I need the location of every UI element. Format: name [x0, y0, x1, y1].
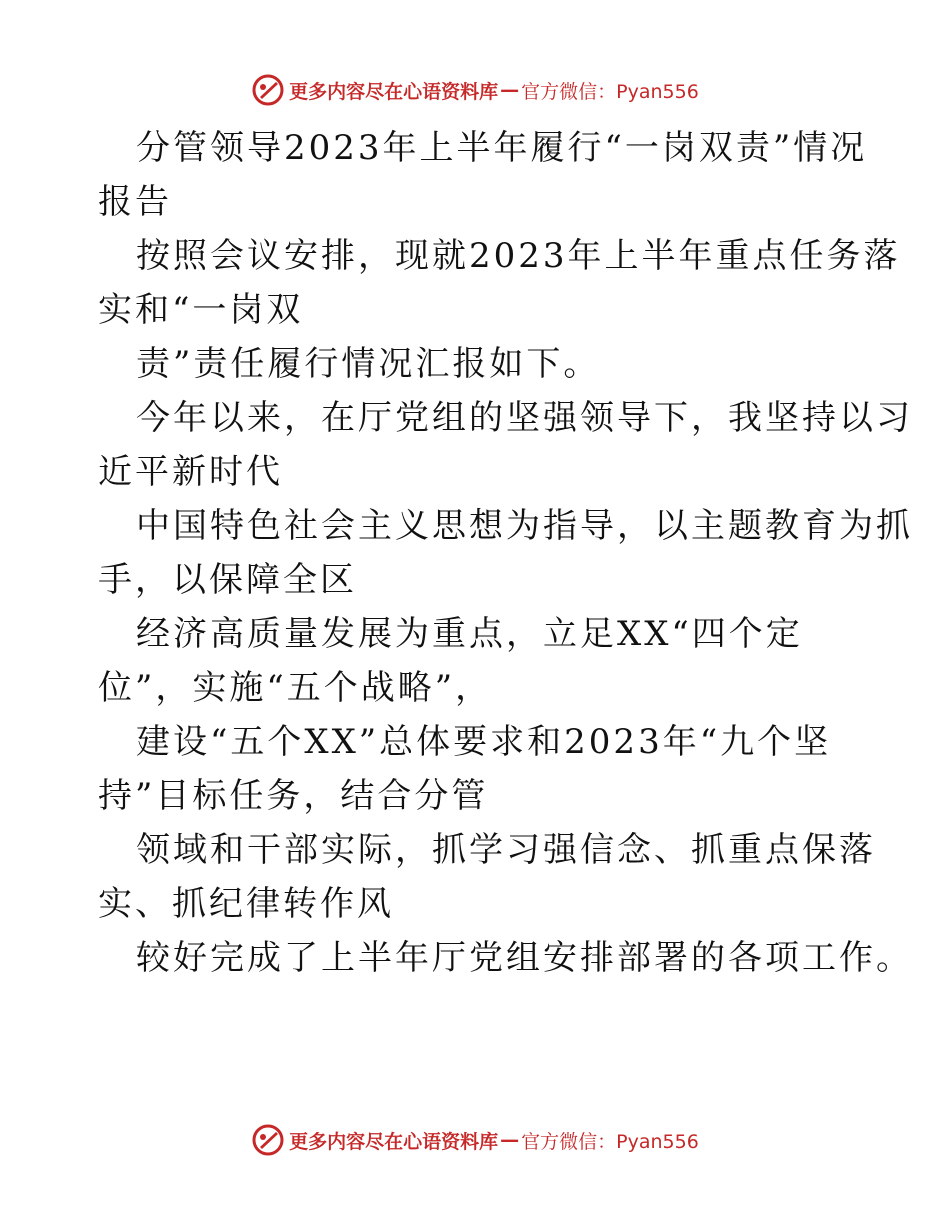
watermark-banner-top	[0, 70, 950, 110]
watermark-separator: —	[500, 79, 520, 101]
watermark-wechat: 官方微信：Pyan556	[521, 80, 699, 103]
document-line: 经济高质量发展为重点，立足XX“四个定	[136, 614, 803, 654]
document-line: 较好完成了上半年厅党组安排部署的各项工作。	[136, 938, 913, 978]
document-line: 实和“一岗双	[98, 290, 304, 330]
watermark-wechat: 官方微信：Pyan556	[521, 1130, 699, 1153]
document-line: 建设“五个XX”总体要求和2023年“九个坚	[136, 722, 832, 762]
document-line: 手，以保障全区	[98, 560, 357, 600]
logo-icon	[251, 1123, 285, 1157]
watermark-separator: —	[500, 1129, 520, 1151]
watermark-text: 更多内容尽在心语资料库	[289, 80, 499, 103]
watermark-banner-bottom	[0, 1120, 950, 1160]
document-line: 分管领导2023年上半年履行“一岗双责”情况	[136, 128, 868, 168]
document-body	[98, 121, 913, 985]
document-line: 按照会议安排，现就2023年上半年重点任务落	[136, 236, 901, 276]
document-line: 持”目标任务，结合分管	[98, 776, 489, 816]
document-line: 今年以来，在厅党组的坚强领导下，我坚持以习	[136, 398, 913, 438]
document-line: 责”责任履行情况汇报如下。	[136, 344, 601, 384]
document-line: 中国特色社会主义思想为指导，以主题教育为抓	[136, 506, 913, 546]
document-line: 近平新时代	[98, 452, 283, 492]
logo-icon	[251, 73, 285, 107]
document-line: 报告	[98, 182, 172, 222]
document-line: 领域和干部实际，抓学习强信念、抓重点保落	[136, 830, 876, 870]
document-line: 位”，实施“五个战略”，	[98, 668, 493, 708]
watermark-text: 更多内容尽在心语资料库	[289, 1130, 499, 1153]
document-line: 实、抓纪律转作风	[98, 884, 394, 924]
